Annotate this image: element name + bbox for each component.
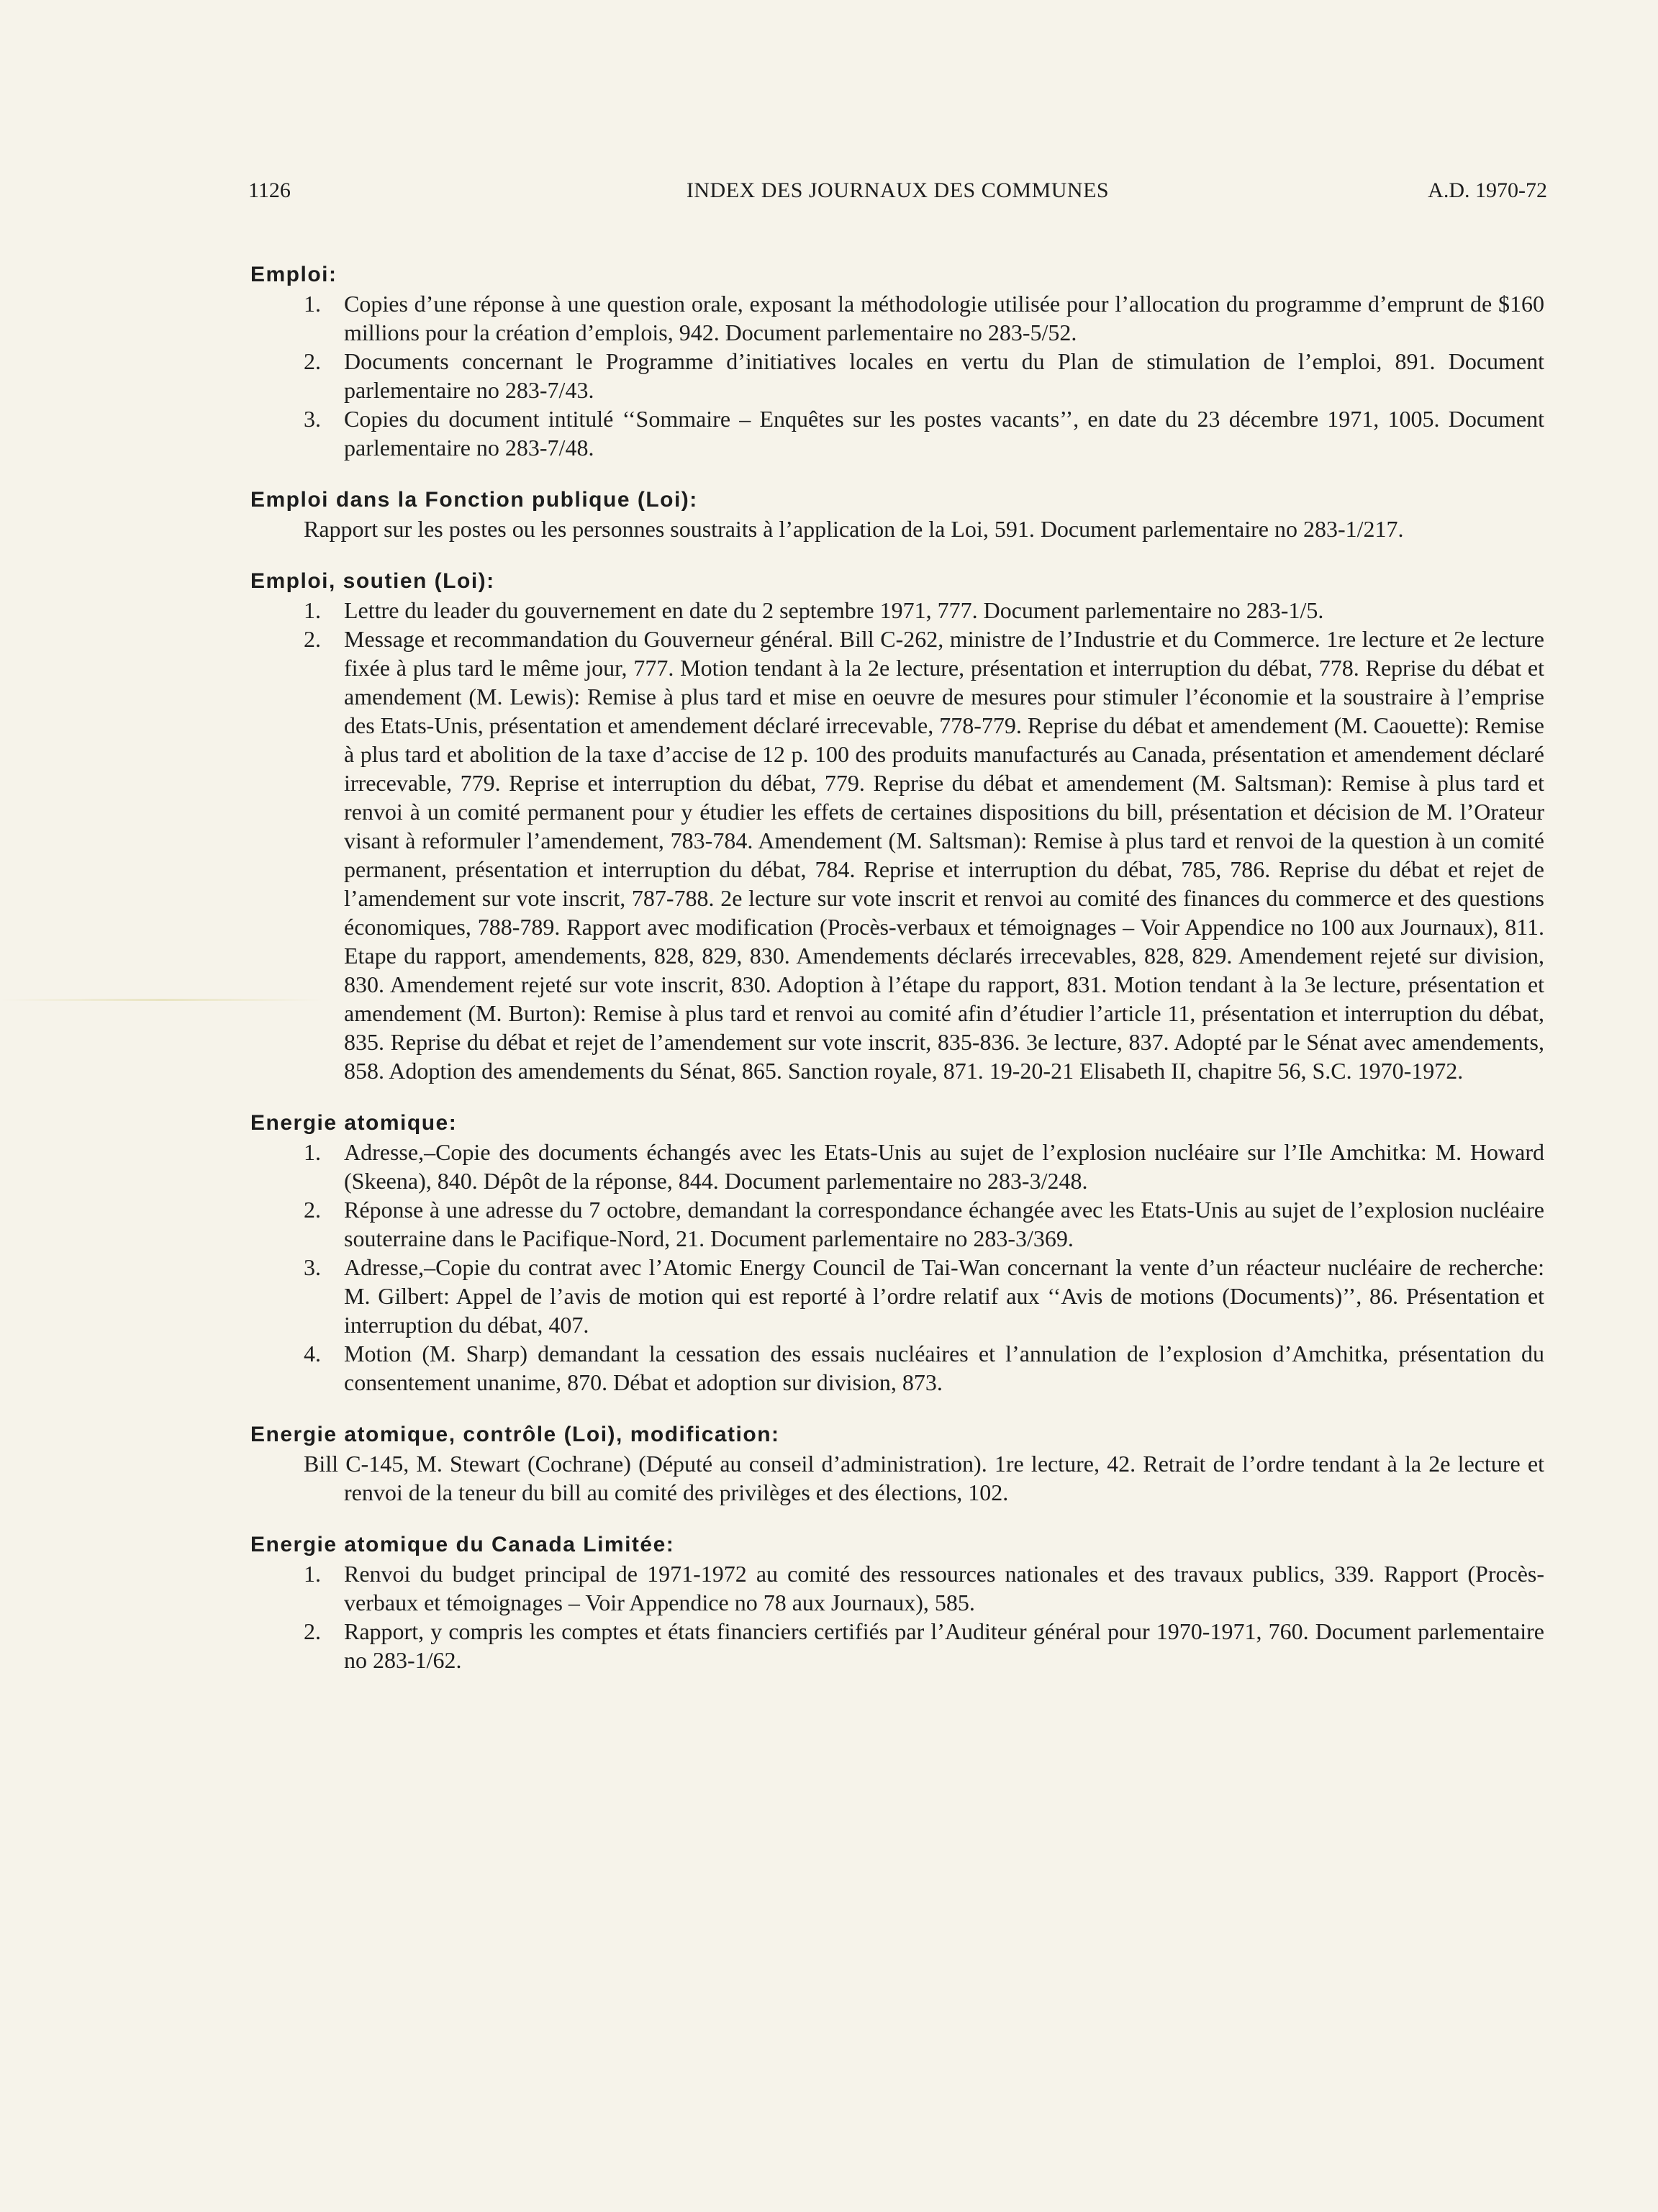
index-entry [250,404,1544,462]
entry-number: 1. [304,1561,321,1587]
index-section-energie-atomique [250,1109,1544,1397]
index-entry [250,1195,1544,1253]
index-entry [250,1253,1544,1339]
entry-number: 4. [304,1341,321,1366]
entry-number: 1. [304,291,321,317]
index-section-energie-controle [250,1420,1544,1507]
section-heading: Emploi, soutien (Loi): [250,569,495,593]
entry-text: Rapport sur les postes ou les personnes soustraits à l’application de la Loi, 591. Document parlementaire no 283-1/217. [304,516,1404,542]
index-section-emploi-soutien [250,567,1544,1085]
section-heading: Energie atomique du Canada Limitée: [250,1533,675,1556]
page-number: 1126 [248,178,291,202]
index-section-eacl [250,1531,1544,1674]
index-entry [250,1617,1544,1674]
index-entry [250,1138,1544,1195]
entry-number: 2. [304,1618,321,1644]
header-title: INDEX DES JOURNAUX DES COMMUNES [686,178,1110,202]
index-entry [250,289,1544,347]
index-section-fonction-publique [250,486,1544,543]
entry-text: Bill C-145, M. Stewart (Cochrane) (Député au conseil d’administration). 1re lecture, 42. Retrait de l’ordre tendant à la 2e lecture et renvoi de la teneur du bill au comité des privilèges et des élections, 102. [304,1451,1544,1505]
index-entry [250,1559,1544,1617]
entry-text: Adresse,–Copie du contrat avec l’Atomic Energy Council de Tai-Wan concernant la vente d’un réacteur nucléaire de recherche: M. Gilbert: Appel de l’avis de motion qui est reporté à l’ordre relatif aux ‘‘Avis de motions (Documents)’’, 86. Présentation et interruption du débat, 407. [344,1254,1544,1338]
index-section-emploi [250,260,1544,462]
header-year: A.D. 1970-72 [1428,178,1547,202]
entry-text: Lettre du leader du gouvernement en date du 2 septembre 1971, 777. Document parlementaire no 283-1/5. [344,597,1324,623]
entry-number: 1. [304,1139,321,1165]
entry-text: Renvoi du budget principal de 1971-1972 au comité des ressources nationales et des travaux publics, 339. Rapport (Procès-verbaux et témoignages – Voir Appendice no 78 aux Journaux), 585. [344,1561,1544,1615]
index-entry [250,347,1544,404]
entry-text: Documents concernant le Programme d’initiatives locales en vertu du Plan de stimulation de l’emploi, 891. Document parlementaire no 283-7/43. [344,348,1544,403]
index-entry [250,625,1544,1085]
entry-text: Message et recommandation du Gouverneur général. Bill C-262, ministre de l’Industrie et du Commerce. 1re lecture et 2e lecture fixée à plus tard le même jour, 777. Motion tendant à la 2e lecture, présentation et interruption du débat, 778. Reprise du débat et amendement (M. Lewis): Remise à plus tard et mise en oeuvre de mesures pour stimuler l’économie et la soustraire à l’emprise des Etats-Unis, présentation et amendement déclaré irrecevable, 778-779. Reprise du débat et amendement (M. Caouette): Remise à plus tard et abolition de la taxe d’accise de 12 p. 100 des produits manufacturés au Canada, présentation et amendement déclaré irrecevable, 779. Reprise et interruption du débat, 779. Reprise du débat et amendement (M. Saltsman): Remise à plus tard et renvoi à un comité permanent pour y étudier les effets de certaines dispositions du bill, présentation et décision de M. l’Orateur visant à reformuler l’amendement, 783-784. Amendement (M. Saltsman): Remise à plus tard et renvoi de la question à un comité permanent, présentation et interruption du débat, 784. Reprise et interruption du débat, 785, 786. Reprise du débat et rejet de l’amendement sur vote inscrit, 787-788. 2e lecture sur vote inscrit et renvoi au comité des finances du commerce et des questions économiques, 788-789. Rapport avec modification (Procès-verbaux et témoignages – Voir Appendice no 100 aux Journaux), 811. Etape du rapport, amendements, 828, 829, 830. Amendements déclarés irrecevables, 828, 829. Amendement rejeté sur division, 830. Amendement rejeté sur vote inscrit, 830. Adoption à l’étape du rapport, 831. Motion tendant à la 3e lecture, présentation et amendement (M. Burton): Remise à plus tard et renvoi au comité afin d’étudier l’article 11, présentation et interruption du débat, 835. Reprise du débat et rejet de l’amendement sur vote inscrit, 835-836. 3e lecture, 837. Adopté par le Sénat avec amendements, 858. Adoption des amendements du Sénat, 865. Sanction royale, 871. 19-20-21 Elisabeth II, chapitre 56, S.C. 1970-1972. [344,626,1544,1084]
entry-text: Copies d’une réponse à une question orale, exposant la méthodologie utilisée pour l’allocation du programme d’emprunt de $160 millions pour la création d’emplois, 942. Document parlementaire no 283-5/52. [344,291,1544,345]
paper-stain [0,999,324,1001]
entry-number: 3. [304,406,321,432]
entry-number: 2. [304,348,321,374]
entry-text: Réponse à une adresse du 7 octobre, demandant la correspondance échangée avec les Etats-Unis au sujet de l’explosion nucléaire souterraine dans le Pacifique-Nord, 21. Document parlementaire no 283-3/369. [344,1197,1544,1251]
section-heading: Emploi: [250,263,338,286]
running-header [248,175,1547,207]
entry-number: 2. [304,1197,321,1223]
entry-text: Copies du document intitulé ‘‘Sommaire – Enquêtes sur les postes vacants’’, en date du 23 décembre 1971, 1005. Document parlementaire no 283-7/48. [344,406,1544,461]
entry-text: Adresse,–Copie des documents échangés avec les Etats-Unis au sujet de l’explosion nucléaire sur l’Ile Amchitka: M. Howard (Skeena), 840. Dépôt de la réponse, 844. Document parlementaire no 283-3/248. [344,1139,1544,1194]
entry-number: 3. [304,1254,321,1280]
entry-text: Motion (M. Sharp) demandant la cessation des essais nucléaires et l’annulation de l’explosion d’Amchitka, présentation du consentement unanime, 870. Débat et adoption sur division, 873. [344,1341,1544,1395]
section-heading: Emploi dans la Fonction publique (Loi): [250,488,698,512]
entry-number: 1. [304,597,321,623]
section-heading: Energie atomique, contrôle (Loi), modification: [250,1423,780,1446]
index-content [250,260,1544,1698]
section-heading: Energie atomique: [250,1111,458,1135]
entry-number: 2. [304,626,321,652]
index-entry [250,1339,1544,1397]
entry-text: Rapport, y compris les comptes et états financiers certifiés par l’Auditeur général pour 1970-1971, 760. Document parlementaire no 283-1/62. [344,1618,1544,1673]
index-entry [250,596,1544,625]
